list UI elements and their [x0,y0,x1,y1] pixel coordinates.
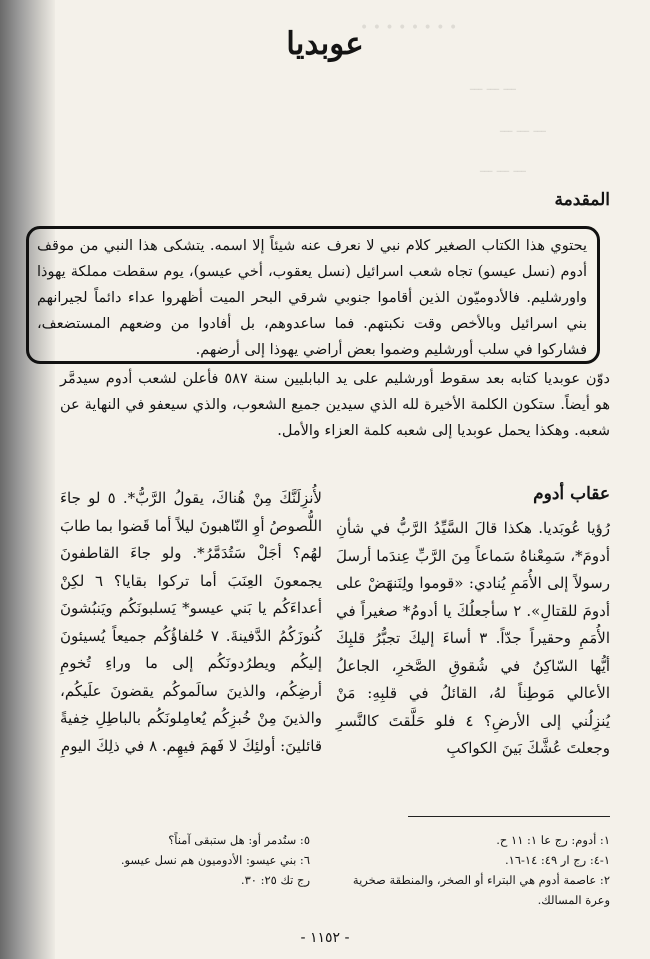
footnote: ٥: ستُدمر أو: هل ستبقى آمناً؟ [168,833,310,847]
intro-box [26,226,600,364]
bleed-through-text: ـــ ـــ ـــ [500,120,546,136]
intro-continuation-text: دوّن عوبديا كتابه بعد سقوط أورشليم على يد البابليين سنة ٥٨٧ فأعلن لشعب أدوم سيدمَّر هو أيضاً. ستكون الكلمة الأخيرة لله الذي سيدين جميع الشعوب، والذي سيعفو في النهاية عن شعبه. وهكذا يحمل عوبديا إلى شعبه كلمة العزاء والأمل. [60,371,610,439]
footnotes-right [340,830,610,910]
left-column-text: لأُنزِلَنَّكَ مِنْ هُناكَ، يقولُ الرَّبُّ*. ٥ لو جاءَ اللُّصوصُ أوِ النّاهبونَ ليلاً أما قَضوا بما طابَ لهُم؟ أجَلْ سَتُدَمَّرُ*. ولو جاءَ القاطفونَ يجمعونَ العِنَبَ أما تركوا بقايا؟ ٦ لكِنْ أعداءَكُم يا بَني عيسو* يَسلبونَكُم ويَنبُشونَ كُنوزَكُمُ الدَّفينةَ. ٧ حُلفاؤُكُم جميعاً يُسيئونَ إليكُم ويطرُدونَكُم إلى ما وراءِ تُخومِ أرضِكُم، والذينَ سالَموكُم يقضونَ علَيكُم، والذينَ مِنْ خُبزِكُم يُعامِلونَكُم بالباطِلِ خِفيةً قائلينَ: أولئِكَ لا فَهمَ فيهِم. ٨ في ذلِكَ اليومِ [60,489,323,755]
page-number: - ١١٥٢ - [300,930,350,946]
footnote: رج تك ٢٥: ٣٠. [240,873,310,887]
bleed-through-text: ـــ ـــ ـــ [480,160,526,176]
left-column [60,485,322,760]
book-spine-shadow [0,0,55,959]
footnote-rule [408,816,610,817]
page-title: عوبديا [286,26,364,62]
intro-boxed-text: يحتوي هذا الكتاب الصغير كلام نبي لا نعرف عنه شيئاً إلا اسمه. يتشكى هذا النبي من موقف أدوم (نسل عيسو) تجاه شعب اسرائيل (نسل يعقوب، أخي عيسو)، يوم سقطت مملكة يهوذا واورشليم. فالأدوميّون الذين أقاموا جنوبي شرقي البحر الميت أظهروا عداء دائماً لجيرانهم بني اسرائيل وبالأخص وقت نكبتهم. فما ساعدوهم، بل أفادوا من وضعهم المستضعف، فشاركوا في سلب أورشليم وضموا بعض أراضي يهوذا إلى أرضهم. [37,238,587,358]
intro-heading: المقدمة [554,190,610,210]
footnote: ١: أدوم: رج عا ١: ١١ ح. [496,833,610,847]
footnotes-left [60,830,310,890]
section-heading: عقاب أدوم [533,484,610,504]
footnote: ١-٤: رج ار ٤٩: ١٤-١٦. [505,853,610,867]
intro-continuation [60,366,610,444]
right-column [336,515,610,763]
footnote: ٦: بني عيسو: الأدوميون هم نسل عيسو. [120,853,310,867]
footnote: ٢: عاصمة أدوم هي البتراء أو الصخر، والمنطقة صخرية [352,873,610,887]
footnote: وعرة المسالك. [537,893,610,907]
right-column-text: رُؤيا عُوبَديا. هكذا قالَ السَّيِّدُ الرَّبُّ في شأنِ أدومَ*، سَمِعْناهُ سَماعاً مِنَ الرَّبِّ عِندَما أرسلَ رسولاً إلى الأُمَمِ يُنادي: «قوموا ولِنَنهَضْ على أدومَ للقتالِ». ٢ سأجعلُكَ يا أدومُ* صغيراً في الأُمَمِ وحقيراً جدّاً. ٣ أساءَ إليكَ تجبُّرُ قلبِكَ أيُّها السّاكِنُ في شُقوقِ الصَّخرِ، الجاعلُ الأعالي مَوطِناً لهُ، القائلُ في قلبِهِ: مَنْ يُنزِلُني إلى الأرضِ؟ ٤ فلو حَلَّقتَ كالنَّسرِ وجعلتَ عُشَّكَ بَينَ الكواكبِ [336,519,610,757]
bleed-through-text: ـــ ـــ ـــ [470,78,516,94]
bleed-through-text: • • • • • • • • [360,20,458,36]
